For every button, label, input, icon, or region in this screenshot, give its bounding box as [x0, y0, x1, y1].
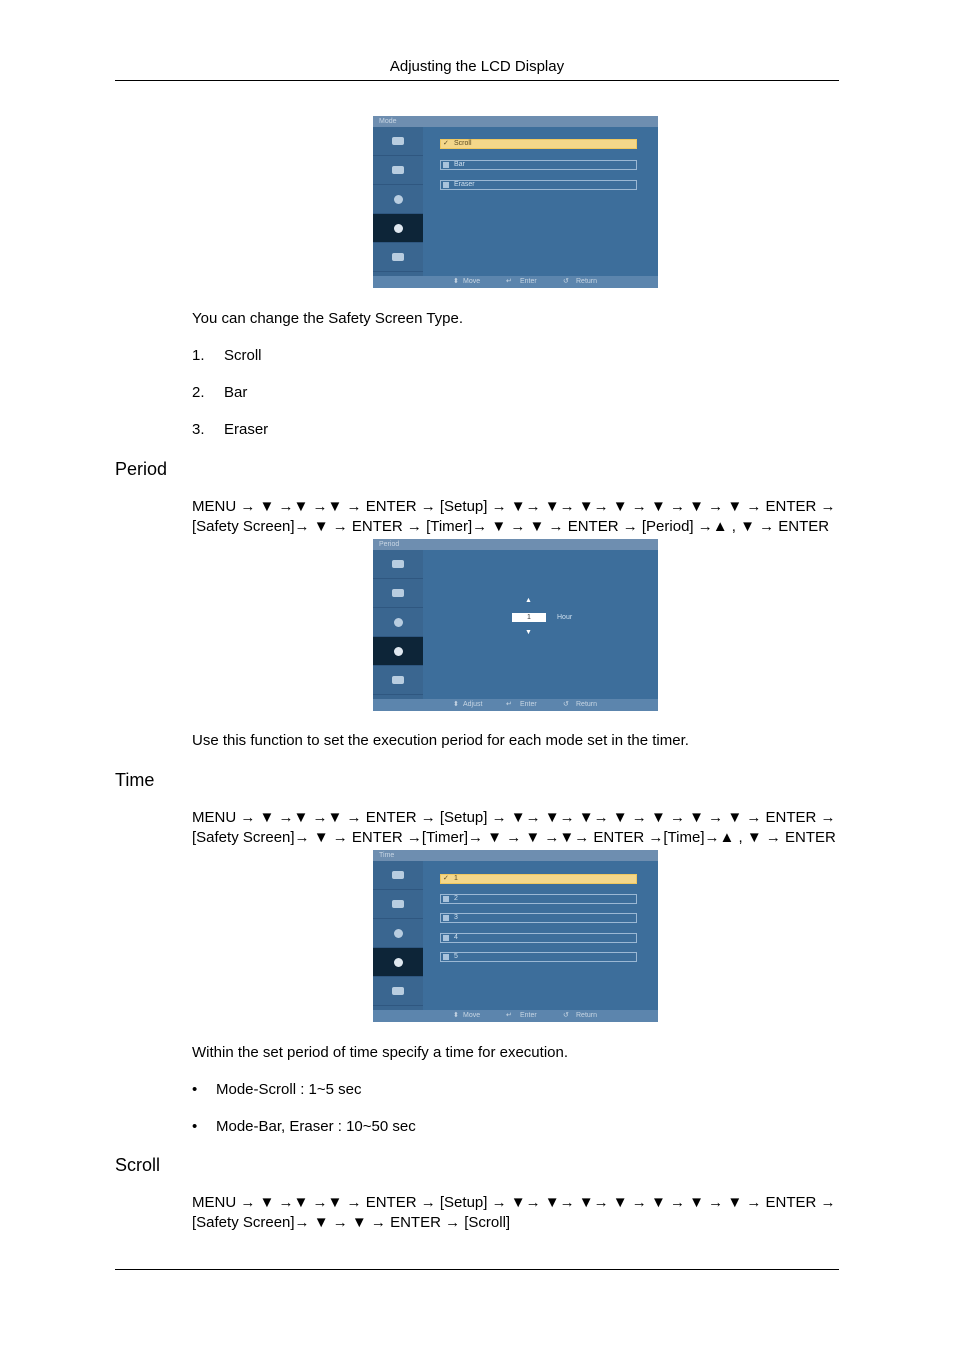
down-arrow-icon: ▼	[525, 629, 532, 636]
period-unit: Hour	[557, 614, 573, 621]
nav-path-scroll-line2: [Safety Screen]→ ▼ → ▼ → ENTER → [Scroll]	[192, 1214, 511, 1231]
osd-title: Mode	[373, 116, 658, 127]
section-heading-scroll: Scroll	[115, 1155, 161, 1175]
osd-option-4: 4	[440, 933, 637, 943]
osd-sidebar	[373, 861, 423, 1010]
sound-icon	[373, 890, 423, 919]
osd-footer: ⬍ Adjust ↵ Enter ↺ Return	[373, 699, 658, 711]
check-icon: ✓	[443, 140, 449, 147]
multi-control-icon	[373, 977, 423, 1006]
osd-option-5: 5	[440, 952, 637, 962]
input-icon	[373, 185, 423, 214]
enter-icon: ↵	[506, 278, 512, 285]
sound-icon	[373, 156, 423, 185]
return-icon: ↺	[563, 278, 569, 285]
nav-path-time-line2: [Safety Screen]→ ▼ → ENTER →[Timer]→ ▼ → ▼ →▼→ ENTER →[Time]→▲ , ▼ → ENTER	[192, 829, 836, 846]
list-item: 1. Scroll	[192, 347, 262, 364]
multi-control-icon	[373, 243, 423, 272]
nav-path-scroll-line1: MENU → ▼ →▼ →▼ → ENTER → [Setup] → ▼→ ▼→ ▼→ ▼ → ▼ → ▼ → ▼ → ENTER →	[192, 1194, 836, 1211]
osd-title: Time	[373, 850, 658, 861]
move-icon: ⬍	[453, 1012, 459, 1019]
osd-title: Period	[373, 539, 658, 550]
picture-icon	[373, 550, 423, 579]
period-value-box: 1	[512, 613, 546, 622]
check-icon: ✓	[443, 875, 449, 882]
osd-main	[423, 550, 658, 699]
footer-rule	[115, 1269, 839, 1270]
setup-gear-icon	[373, 637, 423, 666]
enter-icon: ↵	[506, 701, 512, 708]
osd-option-scroll: ✓ Scroll	[440, 139, 637, 149]
period-description: Use this function to set the execution period for each mode set in the timer.	[192, 732, 689, 749]
list-item: • Mode-Bar, Eraser : 10~50 sec	[192, 1118, 416, 1135]
bullet-icon: •	[192, 1081, 198, 1098]
setup-gear-icon	[373, 214, 423, 243]
time-description: Within the set period of time specify a time for execution.	[192, 1044, 569, 1061]
nav-path-period-line2: [Safety Screen]→ ▼ → ENTER → [Timer]→ ▼ → ▼ → ENTER → [Period] →▲ , ▼ → ENTER	[192, 518, 830, 535]
osd-time-screenshot	[373, 850, 658, 1022]
section-heading-period: Period	[115, 459, 168, 479]
osd-option-1: ✓ 1	[440, 874, 637, 884]
move-icon: ⬍	[453, 278, 459, 285]
list-item: 3. Eraser	[192, 421, 269, 438]
nav-path-period-line1: MENU → ▼ →▼ →▼ → ENTER → [Setup] → ▼→ ▼→ ▼→ ▼ → ▼ → ▼ → ▼ → ENTER →	[192, 498, 836, 515]
input-icon	[373, 608, 423, 637]
picture-icon	[373, 861, 423, 890]
list-item: 2. Bar	[192, 384, 248, 401]
multi-control-icon	[373, 666, 423, 695]
intro-text: You can change the Safety Screen Type.	[192, 310, 464, 327]
osd-footer: ⬍ Move ↵ Enter ↺ Return	[373, 276, 658, 288]
osd-option-bar: Bar	[440, 160, 637, 170]
osd-sidebar	[373, 127, 423, 276]
osd-option-3: 3	[440, 913, 637, 923]
enter-icon: ↵	[506, 1012, 512, 1019]
osd-footer: ⬍ Move ↵ Enter ↺ Return	[373, 1010, 658, 1022]
input-icon	[373, 919, 423, 948]
bullet-icon: •	[192, 1118, 198, 1135]
picture-icon	[373, 127, 423, 156]
return-icon: ↺	[563, 1012, 569, 1019]
osd-option-eraser: Eraser	[440, 180, 637, 190]
return-icon: ↺	[563, 701, 569, 708]
osd-mode-screenshot	[373, 116, 658, 288]
header-rule	[115, 80, 839, 81]
page-header: Adjusting the LCD Display	[389, 58, 565, 75]
osd-main	[423, 127, 658, 276]
osd-period-screenshot	[373, 539, 658, 711]
osd-option-2: 2	[440, 894, 637, 904]
section-heading-time: Time	[115, 770, 155, 790]
list-item: • Mode-Scroll : 1~5 sec	[192, 1081, 362, 1098]
sound-icon	[373, 579, 423, 608]
adjust-icon: ⬍	[453, 701, 459, 708]
up-arrow-icon: ▲	[525, 597, 532, 604]
setup-gear-icon	[373, 948, 423, 977]
nav-path-time-line1: MENU → ▼ →▼ →▼ → ENTER → [Setup] → ▼→ ▼→ ▼→ ▼ → ▼ → ▼ → ▼ → ENTER →	[192, 809, 836, 826]
osd-sidebar	[373, 550, 423, 699]
